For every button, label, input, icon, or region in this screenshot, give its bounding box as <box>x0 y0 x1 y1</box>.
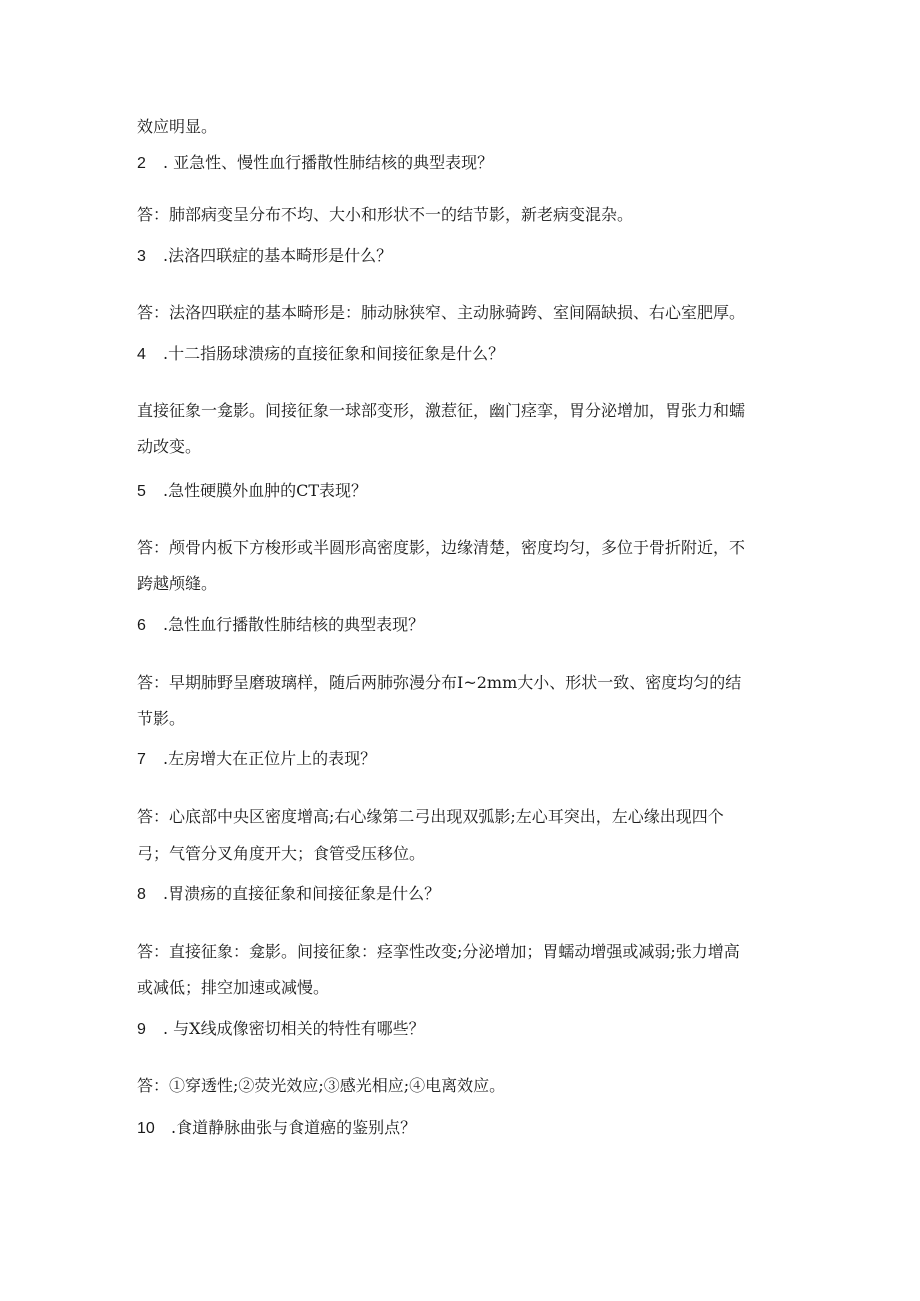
question-text: . 与X线成像密切相关的特性有哪些？ <box>163 1019 425 1038</box>
answer-line: 跨越颅缝。 <box>137 574 218 593</box>
question-number: 2 <box>137 155 146 172</box>
question-text: .食道静脉曲张与食道癌的鉴别点？ <box>171 1118 417 1137</box>
question-number: 10 <box>137 1120 155 1137</box>
question-10 <box>137 1118 797 1139</box>
question-number: 5 <box>137 483 146 500</box>
question-number: 6 <box>137 617 146 634</box>
answer-line: 答：肺部病变呈分布不均、大小和形状不一的结节影，新老病变混杂。 <box>137 205 634 224</box>
question-number: 9 <box>137 1021 146 1038</box>
question-number: 7 <box>137 751 146 768</box>
question-2 <box>137 153 797 174</box>
question-number: 3 <box>137 248 146 265</box>
question-text: .胃溃疡的直接征象和间接征象是什么？ <box>163 884 441 903</box>
question-text: .十二指肠球溃疡的直接征象和间接征象是什么？ <box>163 344 505 363</box>
answer-line: 弓；气管分叉角度开大；食管受压移位。 <box>137 844 426 863</box>
answer-line: 直接征象一龛影。间接征象一球部变形，激惹征，幽门痉挛，胃分泌增加，胃张力和蠕 <box>137 401 746 420</box>
question-8 <box>137 884 797 905</box>
question-text: . 亚急性、慢性血行播散性肺结核的典型表现？ <box>163 153 494 172</box>
answer-line: 答：直接征象：龛影。间接征象：痉挛性改变;分泌增加；胃蠕动增强或减弱;张力增高 <box>137 942 740 961</box>
question-text: .左房增大在正位片上的表现？ <box>163 749 377 768</box>
body-line: 效应明显。 <box>137 117 218 136</box>
question-5 <box>137 481 797 502</box>
question-number: 8 <box>137 886 146 903</box>
answer-line: 答：①穿透性;②荧光效应;③感光相应;④电离效应。 <box>137 1076 506 1095</box>
question-4 <box>137 344 797 365</box>
question-6 <box>137 615 797 636</box>
answer-line: 节影。 <box>137 709 186 728</box>
question-9 <box>137 1019 797 1040</box>
answer-line: 答：法洛四联症的基本畸形是：肺动脉狭窄、主动脉骑跨、室间隔缺损、右心室肥厚。 <box>137 303 746 322</box>
question-text: .急性硬膜外血肿的CT表现？ <box>163 481 368 500</box>
question-text: .法洛四联症的基本畸形是什么？ <box>163 246 393 265</box>
question-number: 4 <box>137 346 146 363</box>
question-text: .急性血行播散性肺结核的典型表现？ <box>163 615 425 634</box>
answer-line: 答：心底部中央区密度增高;右心缘第二弓出现双弧影;左心耳突出，左心缘出现四个 <box>137 807 724 826</box>
answer-line: 动改变。 <box>137 437 202 456</box>
answer-line: 答：颅骨内板下方梭形或半圆形高密度影，边缘清楚，密度均匀，多位于骨折附近，不 <box>137 538 746 557</box>
answer-line: 答：早期肺野呈磨玻璃样，随后两肺弥漫分布I~2mm大小、形状一致、密度均匀的结 <box>137 673 742 692</box>
question-3 <box>137 246 797 267</box>
answer-line: 或减低；排空加速或减慢。 <box>137 978 330 997</box>
question-7 <box>137 749 797 770</box>
